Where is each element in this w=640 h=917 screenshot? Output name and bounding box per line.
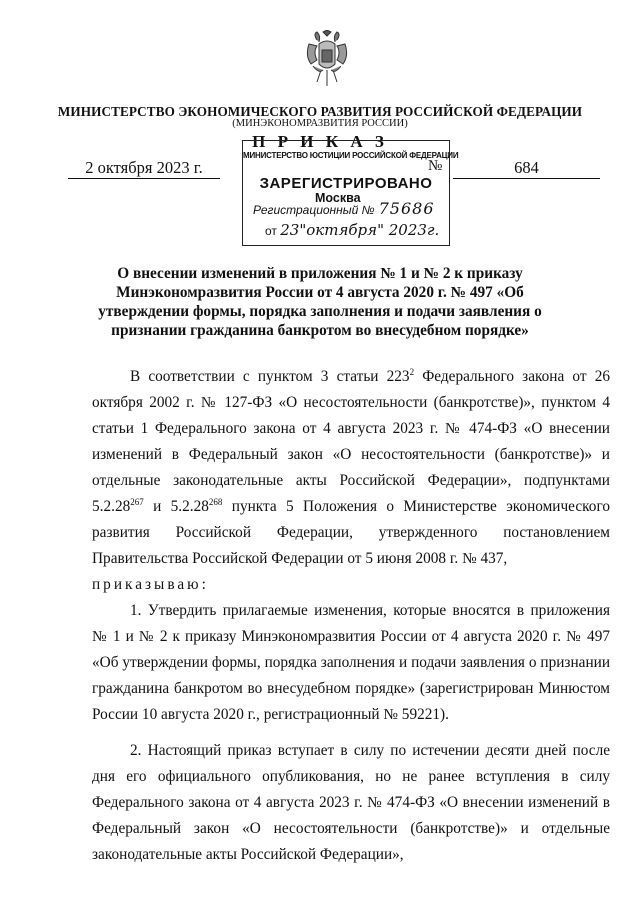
paragraph-item-1: 1. Утвердить прилагаемые изменения, которые вносятся в приложения № 1 и № 2 к приказу Минэкономразвития России от 4 августа 2020 г. № 497 «Об утверждении формы, порядка заполнения и подачи заявления о признании гражданина банкротом во внесудебном порядке» (зарегистрирован Минюстом России 10 августа 2020 г., регистрационный № 59221).	[92, 602, 610, 723]
preamble-text-2: Федерального закона от 26 октября 2002 г. № 127-ФЗ «О несостоятельности (банкротстве)», пунктом 4 статьи 1 Федерального закона от 4 августа 2023 г. № 474-ФЗ «О внесении изменений в Федеральный закон «О несостоятельности (банкротстве)» и отдельные законодательные акты Российской Федерации», подпунктами 5.2.28	[92, 368, 611, 515]
stamp-reg-label: Регистрационный №	[253, 203, 375, 217]
paragraph-preamble	[92, 364, 610, 572]
stamp-registration	[253, 199, 435, 218]
document-number: 684	[453, 157, 600, 179]
stamp-status: ЗАРЕГИСТРИРОВАНО	[259, 175, 433, 192]
stamp-reg-number: 75686	[378, 199, 435, 218]
order-word: приказываю:	[92, 576, 209, 593]
ministry-name: МИНИСТЕРСТВО ЭКОНОМИЧЕСКОГО РАЗВИТИЯ РОССИЙСКОЙ ФЕДЕРАЦИИ	[57, 104, 583, 119]
preamble-text-3: и 5.2.28	[143, 498, 209, 515]
stamp-date-row	[265, 221, 439, 239]
coat-of-arms-icon	[303, 30, 351, 88]
document-title: О внесении изменений в приложения № 1 и № 2 к приказу Минэкономразвития России от 4 августа 2020 г. № 497 «Об утверждении формы, порядка заполнения и подачи заявления о признании гражданина банкротом во внесудебном порядке»	[98, 265, 542, 339]
stamp-agency: МИНИСТЕРСТВО ЮСТИЦИИ РОССИЙСКОЙ ФЕДЕРАЦИИ	[243, 151, 459, 160]
preamble-text-4: пункта 5 Положения о Министерстве экономического развития Российской Федерации, утвержденного постановлением Правительства Российской Федерации от 5 июня 2008 г. № 437,	[92, 498, 610, 567]
document-type: П Р И К А З	[252, 132, 388, 151]
stamp-date-prefix: от	[265, 224, 277, 238]
paragraph-item-2: 2. Настоящий приказ вступает в силу по истечении десяти дней после дня его официального опубликования, но не ранее вступления в силу Федерального закона от 4 августа 2023 г. № 474-ФЗ «О внесении изменений в Федеральный закон «О несостоятельности (банкротстве)» и отдельные законодательные акты Российской Федерации»,	[92, 742, 610, 863]
preamble-sup-2: 267	[130, 496, 144, 507]
registration-stamp	[242, 140, 459, 246]
number-sign: №	[428, 158, 443, 174]
preamble-sup-1: 2	[409, 366, 415, 377]
document-body	[92, 364, 610, 868]
document-date: 2 октября 2023 г.	[68, 157, 220, 179]
ministry-short-name: (МИНЭКОНОМРАЗВИТИЯ РОССИИ)	[232, 118, 408, 129]
stamp-date-value: 23"октября" 2023г.	[280, 221, 440, 239]
preamble-text-1: В соответствии с пунктом 3 статьи 223	[130, 368, 410, 385]
preamble-sup-3: 268	[208, 496, 223, 507]
stamp-city: Москва	[315, 191, 361, 205]
